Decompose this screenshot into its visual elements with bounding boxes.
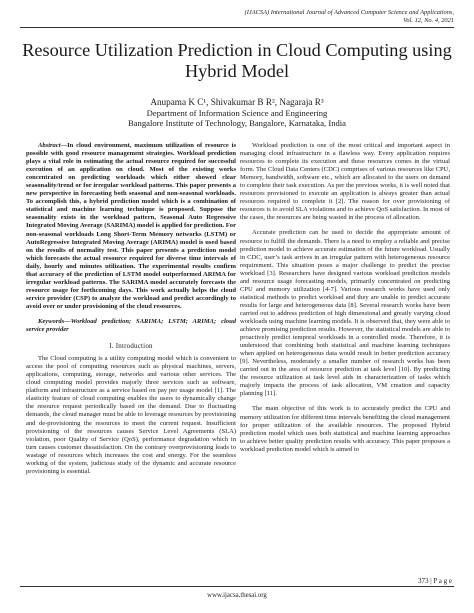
section-heading: I. Introduction bbox=[109, 342, 153, 351]
body-paragraph: Workload prediction is one of the most critical and important aspect in managing cloud infrastructure in a flawless way. Every application requires resources to complete its execution and these resources comes in the virtual form. The Cloud Data Centers (CDC) comprises of various resources like CPU, Memory, bandwidth, software etc., which are allocated to the users on demand to complete their task execution. As per the previous works, it is well noted that resources provisioned to execute an application is always greater than actual resources required to complete it [2]. The reason for over provisioning of resources is to avoid SLA violations and to achieve QoS satisfaction. In most of the cases, the resources are being wasted in the process of allocation. bbox=[240, 142, 450, 222]
journal-volume: Vol. 12, No. 4, 2021 bbox=[403, 17, 454, 24]
abstract-label: Abstract bbox=[38, 142, 61, 149]
author-department: Department of Information Science and Engineering bbox=[146, 107, 328, 118]
author-block bbox=[20, 97, 454, 129]
footer-url: www.ijacsa.thesai.org bbox=[207, 592, 267, 599]
keywords: Keywords—Workload prediction; SARIMA; LSTM; ARIMA; cloud service provider bbox=[26, 317, 236, 334]
abstract bbox=[26, 142, 236, 311]
intro-paragraph: The Cloud computing is a utility computing model which is convenient to access the pool of computing resources such as physical machines, servers, applications, computing, storage, networks and various other services. The cloud computing model provides majorly three services such as software, platform and infrastructure as a service based on pay per usage model [1]. The elasticity feature of cloud computing enables the users to dynamically change the resource request periodically based on the demand. Due to fluctuating demands, the cloud manager must be able to leverage resources by provisioning and de-provisioning the resources to meet the current request. Insufficient provisioning of the resources causes Service Level Agreements (SLA) violation, poor Quality of Service (QoS), performance degradation which in turn causes customer dissatisfaction. On the contrary overprovisioning leads to wastage of resources which increases the cost and energy. For the seamless working of the system, judicious study of the dynamic and accurate resource provisioning is essential. bbox=[26, 355, 236, 475]
journal-name: (IJACSA) International Journal of Advanced Computer Science and Applications, bbox=[244, 9, 454, 16]
left-column bbox=[26, 142, 236, 476]
author-institute: Bangalore Institute of Technology, Bangalore, Karnataka, India bbox=[128, 118, 346, 128]
paper-title: Resource Utilization Prediction in Cloud Computing using Hybrid Model bbox=[22, 40, 452, 81]
journal-header bbox=[245, 9, 454, 25]
body-paragraph: Accurate prediction can be used to decide the appropriate amount of resource to fulfill the demands. There is a need to employ a reliable and precise prediction model to achieve accurate estimation of the future workload. Usually in CDC, user’s task arrives in an irregular pattern with heterogeneous resource requirement. This situation poses a major challenge to predict the precise workload [3]. Researchers have designed various workload prediction models and resource usage forecasting models, primarily concentrated on predicting CPU and memory utilization [4-7]. Various research works have used only statistical methods to predict workload and they are unable to predict accurate results for large and heterogeneous data [8]. Several research works have been carried out to address prediction of high dimensional and greatly varying cloud workloads using machine learning models. It is observed that, they were able to achieve promising prediction results. However, the statistical models are able to proactively predict temporal workloads in a controlled mode. Therefore, it is understood that combining both statistical and machine learning techniques when applied on heterogeneous data would result in better prediction accuracy [9]. Nevertheless, moderately a smaller number of research works has been carried out in the area of resource prediction at task level [10]. By predicting the resource utilization at task level aids in characterization of tasks which majorly impacts the process of task allocation, VM creation and capacity planning [11]. bbox=[240, 229, 450, 398]
page-number: 373 | P a g e bbox=[418, 577, 452, 585]
footer-rule bbox=[20, 586, 454, 587]
author-names: Anupama K C¹, Shivakumar B R², Nagaraja R³ bbox=[150, 97, 324, 107]
header-rule bbox=[20, 27, 454, 28]
body-paragraph: The main objective of this work is to accurately predict the CPU and memory utilization for different time intervals benefiting the cloud management for proper utilization of the available resources. The proposed Hybrid prediction model which uses both statistical and machine learning approaches to achieve better quality prediction results with accuracy. This paper proposes a workload prediction model which is aimed to bbox=[240, 405, 450, 453]
abstract-text: —In cloud environment, maximum utilization of resource is possible with good resource management strategies. Workload prediction plays a vital role in estimating the actual resource required for successful execution of an application on cloud. Most of the existing works concentrated on predicting workloads which either showed clear seasonality/trend or for irregular workload patterns. This paper presents a new perspective in forecasting both seasonal and non-seasonal workloads. To accomplish this, a hybrid prediction model which is a combination of statistical and machine learning technique is proposed. Suppose the seasonality exists in the workload pattern, Seasonal Auto Regressive Integrated Moving Average (SARIMA) model is applied for prediction. For non-seasonal workloads Long Short-Term Memory networks (LSTM) or AutoRegressive Integrated Moving Average (ARIMA) model is used based on the results of normality test. This paper presents a prediction model which forecasts the actual resource required for diverse time intervals of daily, hourly and minutes utilization. The experimental results confirm that accuracy of the prediction of LSTM model outperformed ARIMA for irregular workload patterns. The SARIMA model accurately forecasts the resource usage for forthcoming days. This work actually helps the cloud service provider (CSP) to analyze the workload and predict accordingly to avoid over or under provisioning of the cloud resources. bbox=[26, 142, 236, 310]
right-column bbox=[240, 142, 450, 454]
